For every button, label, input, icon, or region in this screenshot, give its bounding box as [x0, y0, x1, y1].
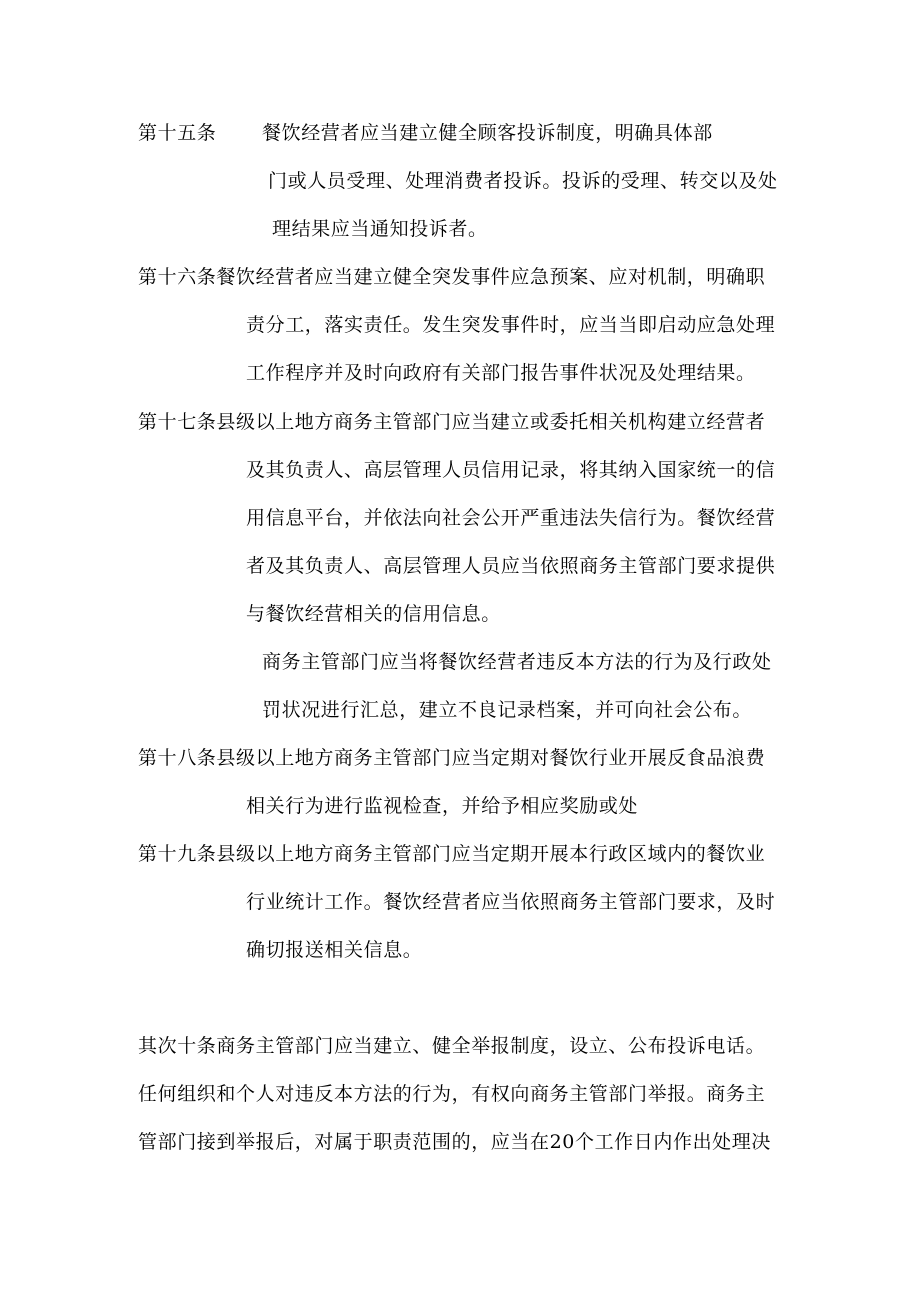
- article-19-first-line: 第十九条县级以上地方商务主管部门应当定期开展本行政区域内的餐饮业: [138, 843, 766, 865]
- article-20-line-1: 其次十条商务主管部门应当建立、健全举报制度，设立、公布投诉电话。: [138, 1035, 766, 1057]
- article-15-line-3: 理结果应当通知投诉者。: [272, 218, 488, 240]
- article-17-sub-line-2: 罚状况进行汇总，建立不良记录档案，并可向社会公布。: [262, 699, 753, 721]
- article-15-label: 第十五条: [138, 122, 217, 144]
- article-18-first-line: 第十八条县级以上地方商务主管部门应当定期对餐饮行业开展反食品浪费: [138, 747, 766, 769]
- article-16-first-line: 第十六条餐饮经营者应当建立健全突发事件应急预案、应对机制，明确职: [138, 266, 766, 288]
- article-17-line-1: 及其负责人、高层管理人员信用记录，将其纳入国家统一的信: [246, 459, 776, 481]
- article-19-line-1: 行业统计工作。餐饮经营者应当依照商务主管部门要求，及时: [246, 891, 776, 913]
- article-17-first-line: 第十七条县级以上地方商务主管部门应当建立或委托相关机构建立经营者: [138, 411, 766, 433]
- article-17-line-4: 与餐饮经营相关的信用信息。: [246, 603, 501, 625]
- article-20-line-3: 管部门接到举报后，对属于职责范围的，应当在20个工作日内作出处理决: [138, 1131, 771, 1153]
- article-20-line-2: 任何组织和个人对违反本方法的行为，有权向商务主管部门举报。商务主: [138, 1083, 766, 1105]
- article-15-line-1: 餐饮经营者应当建立健全顾客投诉制度，明确具体部: [262, 122, 713, 144]
- article-18-line-1: 相关行为进行监视检查，并给予相应奖励或处: [246, 795, 639, 817]
- article-17-line-2: 用信息平台，并依法向社会公开严重违法失信行为。餐饮经营: [246, 507, 776, 529]
- article-16-line-1: 责分工，落实责任。发生突发事件时，应当当即启动应急处理: [246, 314, 776, 336]
- article-19-line-2: 确切报送相关信息。: [246, 939, 423, 961]
- article-17-line-3: 者及其负责人、高层管理人员应当依照商务主管部门要求提供: [246, 555, 776, 577]
- article-16-line-2: 工作程序并及时向政府有关部门报告事件状况及处理结果。: [246, 362, 756, 384]
- article-15-line-2: 门或人员受理、处理消费者投诉。投诉的受理、转交以及处: [268, 170, 778, 192]
- article-17-sub-line-1: 商务主管部门应当将餐饮经营者违反本方法的行为及行政处: [262, 651, 772, 673]
